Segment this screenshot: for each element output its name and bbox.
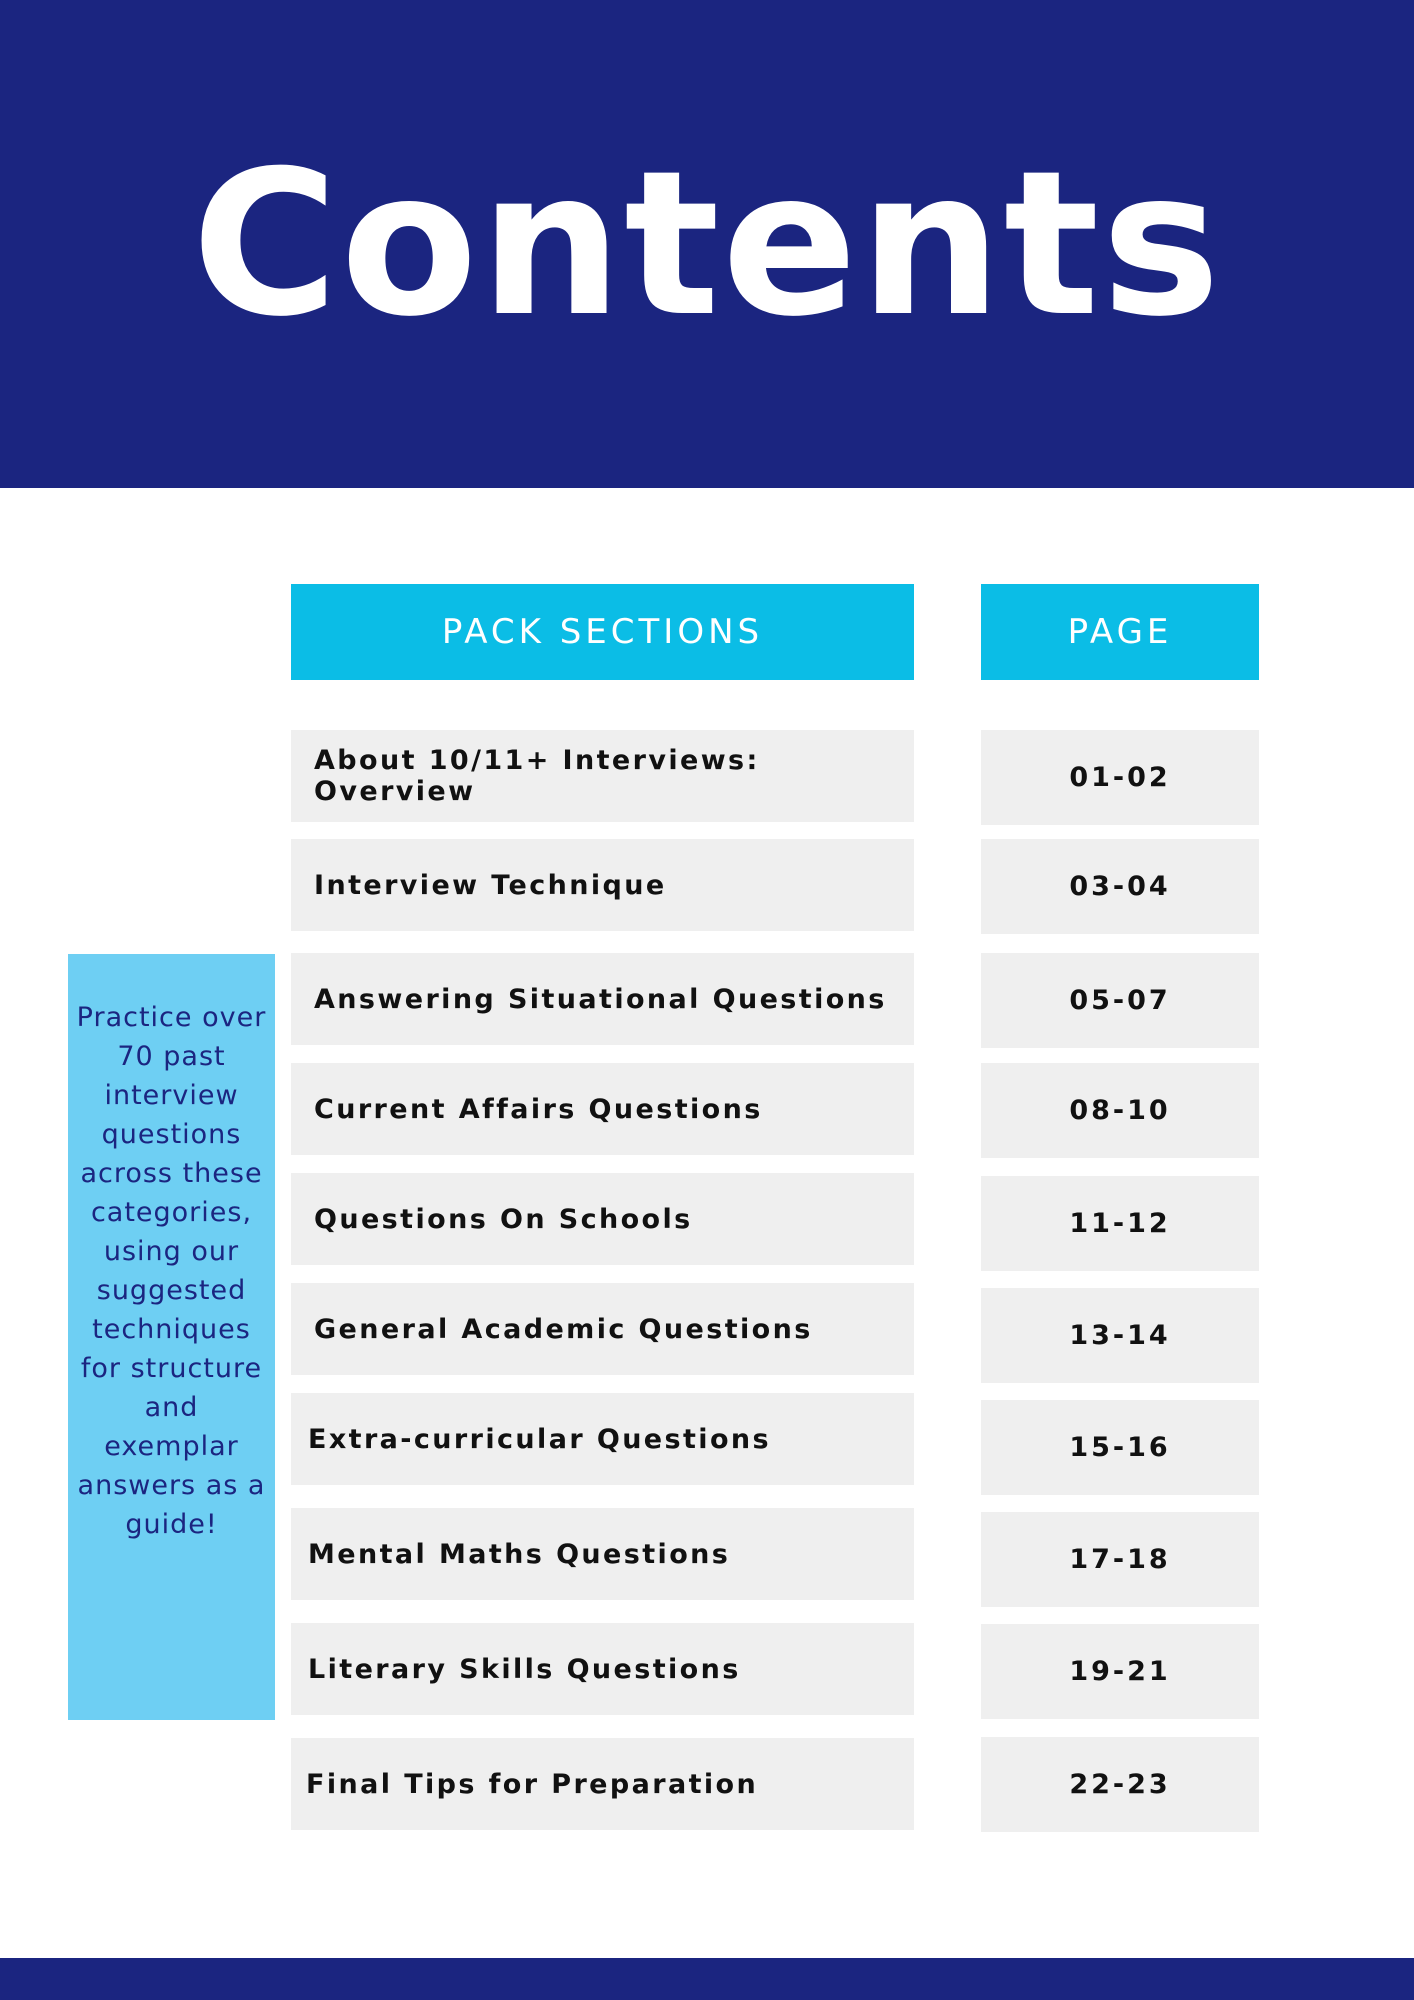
section-row-situational: Answering Situational Questions <box>291 953 914 1045</box>
section-row-technique: Interview Technique <box>291 839 914 931</box>
page-cell-current-affairs: 08-10 <box>981 1063 1259 1158</box>
page-cell-technique: 03-04 <box>981 839 1259 934</box>
page-cell-schools: 11-12 <box>981 1176 1259 1271</box>
page-cell-final-tips: 22-23 <box>981 1737 1259 1832</box>
section-row-literary: Literary Skills Questions <box>291 1623 914 1715</box>
section-row-current-affairs: Current Affairs Questions <box>291 1063 914 1155</box>
section-row-extracurricular: Extra-curricular Questions <box>291 1393 914 1485</box>
section-row-final-tips: Final Tips for Preparation <box>291 1738 914 1830</box>
page-cell-overview: 01-02 <box>981 730 1259 825</box>
footer-band <box>0 1958 1414 2000</box>
page-title: Contents <box>191 128 1223 361</box>
side-note-text: Practice over 70 past interview questions across these categories, using our suggested techniques for structure and exemplar answers as a guide! <box>76 1002 267 1540</box>
pack-sections-header: PACK SECTIONS <box>291 584 914 680</box>
side-note-box <box>68 954 275 1720</box>
section-row-academic: General Academic Questions <box>291 1283 914 1375</box>
section-row-schools: Questions On Schools <box>291 1173 914 1265</box>
page-header: PAGE <box>981 584 1259 680</box>
page-cell-literary: 19-21 <box>981 1624 1259 1719</box>
section-row-overview: About 10/11+ Interviews: Overview <box>291 730 914 822</box>
page-cell-mental-maths: 17-18 <box>981 1512 1259 1607</box>
page-cell-extracurricular: 15-16 <box>981 1400 1259 1495</box>
section-row-mental-maths: Mental Maths Questions <box>291 1508 914 1600</box>
page-cell-academic: 13-14 <box>981 1288 1259 1383</box>
page-cell-situational: 05-07 <box>981 953 1259 1048</box>
